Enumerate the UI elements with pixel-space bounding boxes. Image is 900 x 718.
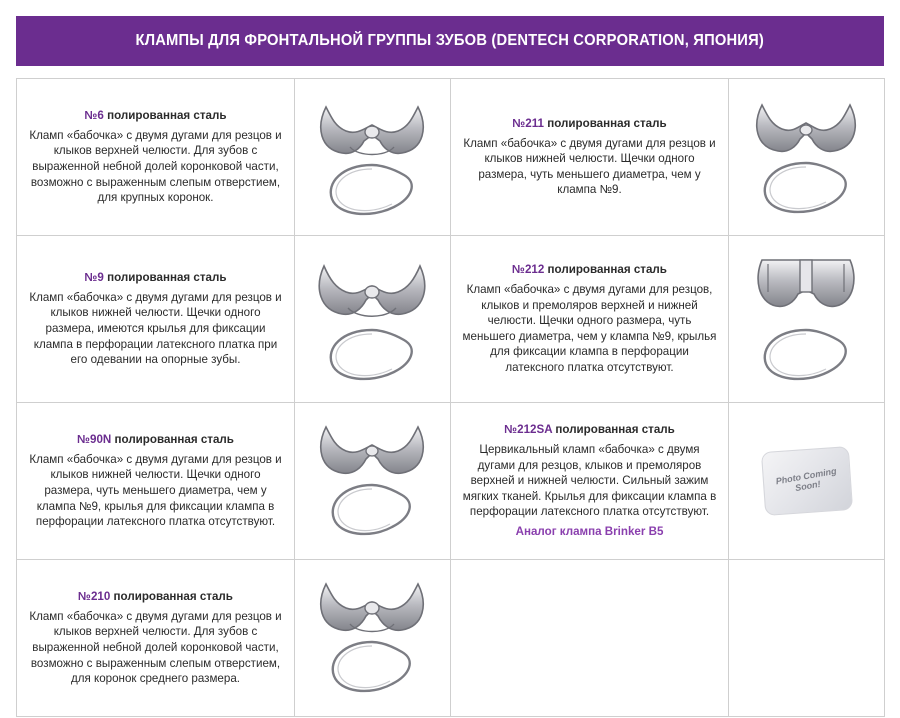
clamp-code: №212 <box>512 263 545 277</box>
clamp-butterfly-with-bow-icon <box>742 87 872 227</box>
clamp-code: №210 <box>78 590 111 604</box>
cell-text-left-3 <box>17 403 295 560</box>
photo-coming-soon-label: Photo Coming Soon! <box>774 465 837 494</box>
clamp-title-90n <box>27 432 284 448</box>
clamp-title-211 <box>461 116 718 132</box>
clamp-description: Кламп «бабочка» с двумя дугами для резцов и клыков верхней челюсти. Для зубов с выраженной небной долей коронковой части, возможно с выраженным слепым отверстием, для крупных коронок. <box>29 128 282 205</box>
clamp-butterfly-with-bow-icon <box>308 244 438 394</box>
cell-image-left-1 <box>295 79 451 236</box>
clamp-code: №211 <box>512 116 545 130</box>
clamp-description: Кламп «бабочка» с двумя дугами для резцов и клыков нижней челюсти. Щечки одного размера, имеются крылья для фиксации клампа в перфорации латексного платка при его одевании на опорные зубы. <box>29 290 282 367</box>
cell-image-right-2 <box>729 236 885 403</box>
cell-text-left-1 <box>17 79 295 236</box>
clamp-cervical-with-bow-icon <box>742 244 872 394</box>
clamp-description: Кламп «бабочка» с двумя дугами для резцов, клыков и премоляров верхней и нижней челюсти. Щечки одного размера, чуть меньшего диаметра, чем у клампа №9, крылья для фиксации клампа в перфорации латексного платка отсутствуют. <box>462 282 717 375</box>
clamp-steel: полированная сталь <box>111 433 234 447</box>
table-row <box>17 79 885 236</box>
cell-text-left-4 <box>17 560 295 717</box>
cell-text-left-2 <box>17 236 295 403</box>
clamp-code: №9 <box>84 271 104 285</box>
clamp-steel: полированная сталь <box>103 271 227 285</box>
clamp-steel: полированная сталь <box>110 590 233 604</box>
clamp-title-212 <box>461 262 718 278</box>
cell-text-right-2 <box>451 236 729 403</box>
cell-image-right-1 <box>729 79 885 236</box>
cell-text-right-4-empty <box>451 560 729 717</box>
clamp-analog-note: Аналог клампа Brinker B5 <box>515 525 664 539</box>
table-row <box>17 236 885 403</box>
table-row <box>17 403 885 560</box>
clamp-description: Кламп «бабочка» с двумя дугами для резцов и клыков нижней челюсти. Щечки одного размера, чуть меньшего диаметра, чем у клампа №9. <box>463 136 716 197</box>
clamp-title-212sa <box>461 422 718 438</box>
clamp-code: №90N <box>77 433 112 447</box>
clamp-steel: полированная сталь <box>552 423 675 437</box>
page-title: КЛАМПЫ ДЛЯ ФРОНТАЛЬНОЙ ГРУППЫ ЗУБОВ (DENTECH CORPORATION, ЯПОНИЯ) <box>135 32 765 49</box>
cell-image-left-2 <box>295 236 451 403</box>
clamp-butterfly-with-bow-icon <box>308 87 438 227</box>
clamp-steel: полированная сталь <box>103 109 227 123</box>
page-header-banner <box>16 16 884 66</box>
clamp-title-210 <box>27 589 284 605</box>
clamp-description: Кламп «бабочка» с двумя дугами для резцов и клыков нижней челюсти. Щечки одного размера, чуть меньшего диаметра, чем у клампа №9, крылья для фиксации клампа в перфорации латексного платка отсутствуют. <box>29 452 282 529</box>
clamp-butterfly-with-bow-icon <box>308 568 438 708</box>
clamp-title-6 <box>27 108 284 124</box>
clamp-description: Цервикальный кламп «бабочка» с двумя дугами для резцов, клыков и премоляров верхней и нижней челюсти. Сильный зажим мягких тканей. Крылья для фиксации клампа в перфорации латексного платка отсутствуют. <box>462 442 717 519</box>
cell-text-right-1 <box>451 79 729 236</box>
clamp-code: №6 <box>84 109 104 123</box>
cell-image-left-4 <box>295 560 451 717</box>
cell-image-left-3 <box>295 403 451 560</box>
photo-coming-soon-placeholder <box>760 446 852 516</box>
table-row <box>17 560 885 717</box>
clamp-catalogue-table <box>16 78 885 717</box>
clamp-title-9 <box>27 270 284 286</box>
clamp-steel: полированная сталь <box>544 116 667 130</box>
cell-text-right-3 <box>451 403 729 560</box>
cell-image-right-4-empty <box>729 560 885 717</box>
clamp-butterfly-with-bow-icon <box>308 411 438 551</box>
clamp-steel: полированная сталь <box>544 263 667 277</box>
clamp-code: №212SA <box>504 423 553 437</box>
cell-image-right-3 <box>729 403 885 560</box>
clamp-description: Кламп «бабочка» с двумя дугами для резцов и клыков верхней челюсти. Для зубов с выраженной небной долей коронковой части, возможно с выраженным слепым отверстием, для коронок среднего размера. <box>29 609 282 686</box>
